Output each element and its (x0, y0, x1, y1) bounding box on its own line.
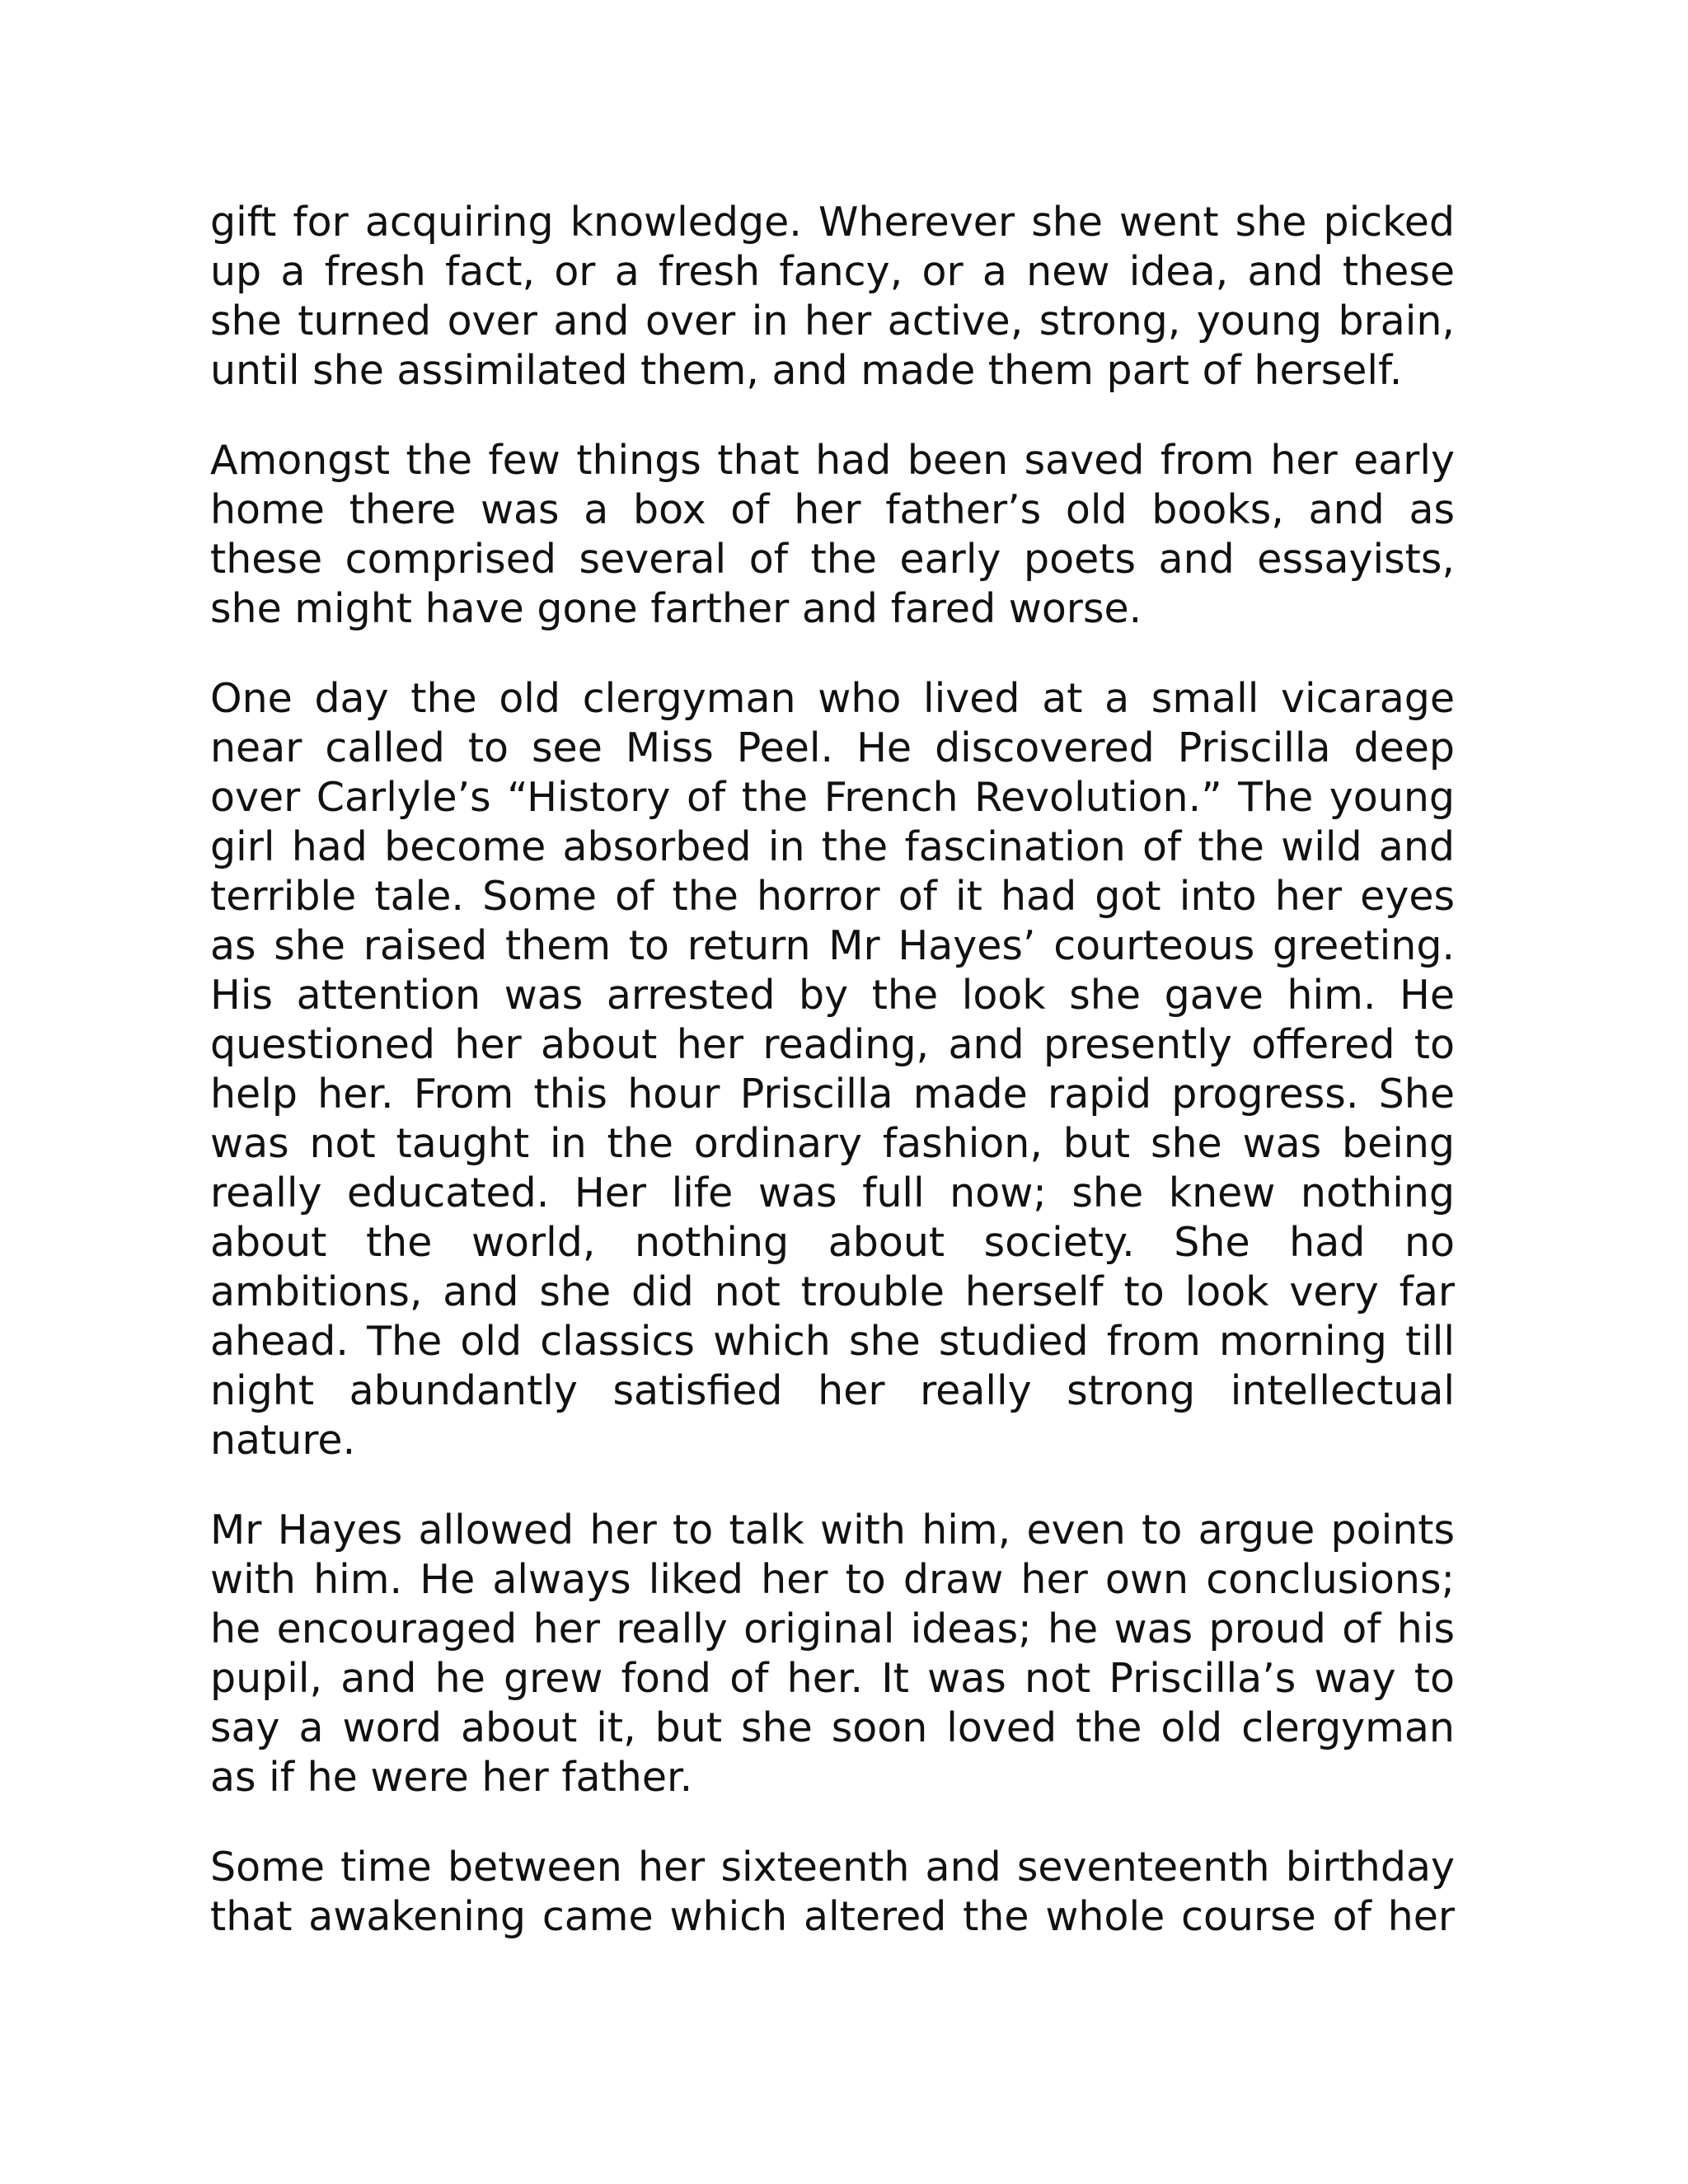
text-line: with him. He always liked her to draw her own conclusions; (210, 1556, 1455, 1603)
text-line: near called to see Miss Peel. He discovered Priscilla deep (210, 724, 1455, 771)
text-line: that awakening came which altered the whole course of her (210, 1893, 1455, 1940)
text-line: she might have gone farther and fared worse. (210, 585, 1142, 632)
text-line: Mr Hayes allowed her to talk with him, even to argue points (210, 1507, 1455, 1554)
text-line: ahead. The old classics which she studied from morning till (210, 1318, 1455, 1365)
text-line: he encouraged her really original ideas; he was proud of his (210, 1605, 1455, 1652)
text-line: as she raised them to return Mr Hayes’ courteous greeting. (210, 922, 1455, 969)
text-line: terrible tale. Some of the horror of it had got into her eyes (210, 873, 1455, 920)
text-line: One day the old clergyman who lived at a small vicarage (210, 675, 1455, 722)
text-line: girl had become absorbed in the fascination of the wild and (210, 823, 1455, 870)
text-line: Some time between her sixteenth and seventeenth birthday (210, 1844, 1455, 1891)
text-line: until she assimilated them, and made them part of herself. (210, 347, 1403, 394)
paragraph-3 (210, 674, 1455, 1465)
text-line: night abundantly satisfied her really strong intellectual (210, 1367, 1455, 1414)
paragraph-2 (210, 436, 1455, 634)
text-line: His attention was arrested by the look she gave him. He (210, 972, 1455, 1019)
paragraph-5 (210, 1843, 1455, 1942)
paragraph-1 (210, 198, 1455, 396)
text-line: about the world, nothing about society. She had no (210, 1219, 1455, 1266)
text-line: she turned over and over in her active, strong, young brain, (210, 298, 1455, 344)
text-line: really educated. Her life was full now; she knew nothing (210, 1169, 1455, 1216)
text-line: Amongst the few things that had been saved from her early (210, 437, 1455, 484)
text-line: pupil, and he grew fond of her. It was not Priscilla’s way to (210, 1655, 1455, 1702)
text-line: questioned her about her reading, and presently offered to (210, 1021, 1455, 1068)
text-line: say a word about it, but she soon loved the old clergyman (210, 1704, 1455, 1751)
text-line: over Carlyle’s “History of the French Revolution.” The young (210, 774, 1455, 821)
text-line: was not taught in the ordinary fashion, but she was being (210, 1120, 1455, 1167)
text-line: home there was a box of her father’s old books, and as (210, 486, 1455, 533)
text-line: help her. From this hour Priscilla made rapid progress. She (210, 1071, 1455, 1118)
text-line: these comprised several of the early poets and essayists, (210, 536, 1455, 583)
body-text (210, 198, 1455, 1942)
text-line: up a fresh fact, or a fresh fancy, or a new idea, and these (210, 248, 1455, 295)
text-line: ambitions, and she did not trouble herself to look very far (210, 1268, 1455, 1315)
text-line: as if he were her father. (210, 1754, 693, 1801)
text-line: gift for acquiring knowledge. Wherever she went she picked (210, 199, 1455, 246)
paragraph-4 (210, 1506, 1455, 1802)
text-line: nature. (210, 1417, 356, 1464)
